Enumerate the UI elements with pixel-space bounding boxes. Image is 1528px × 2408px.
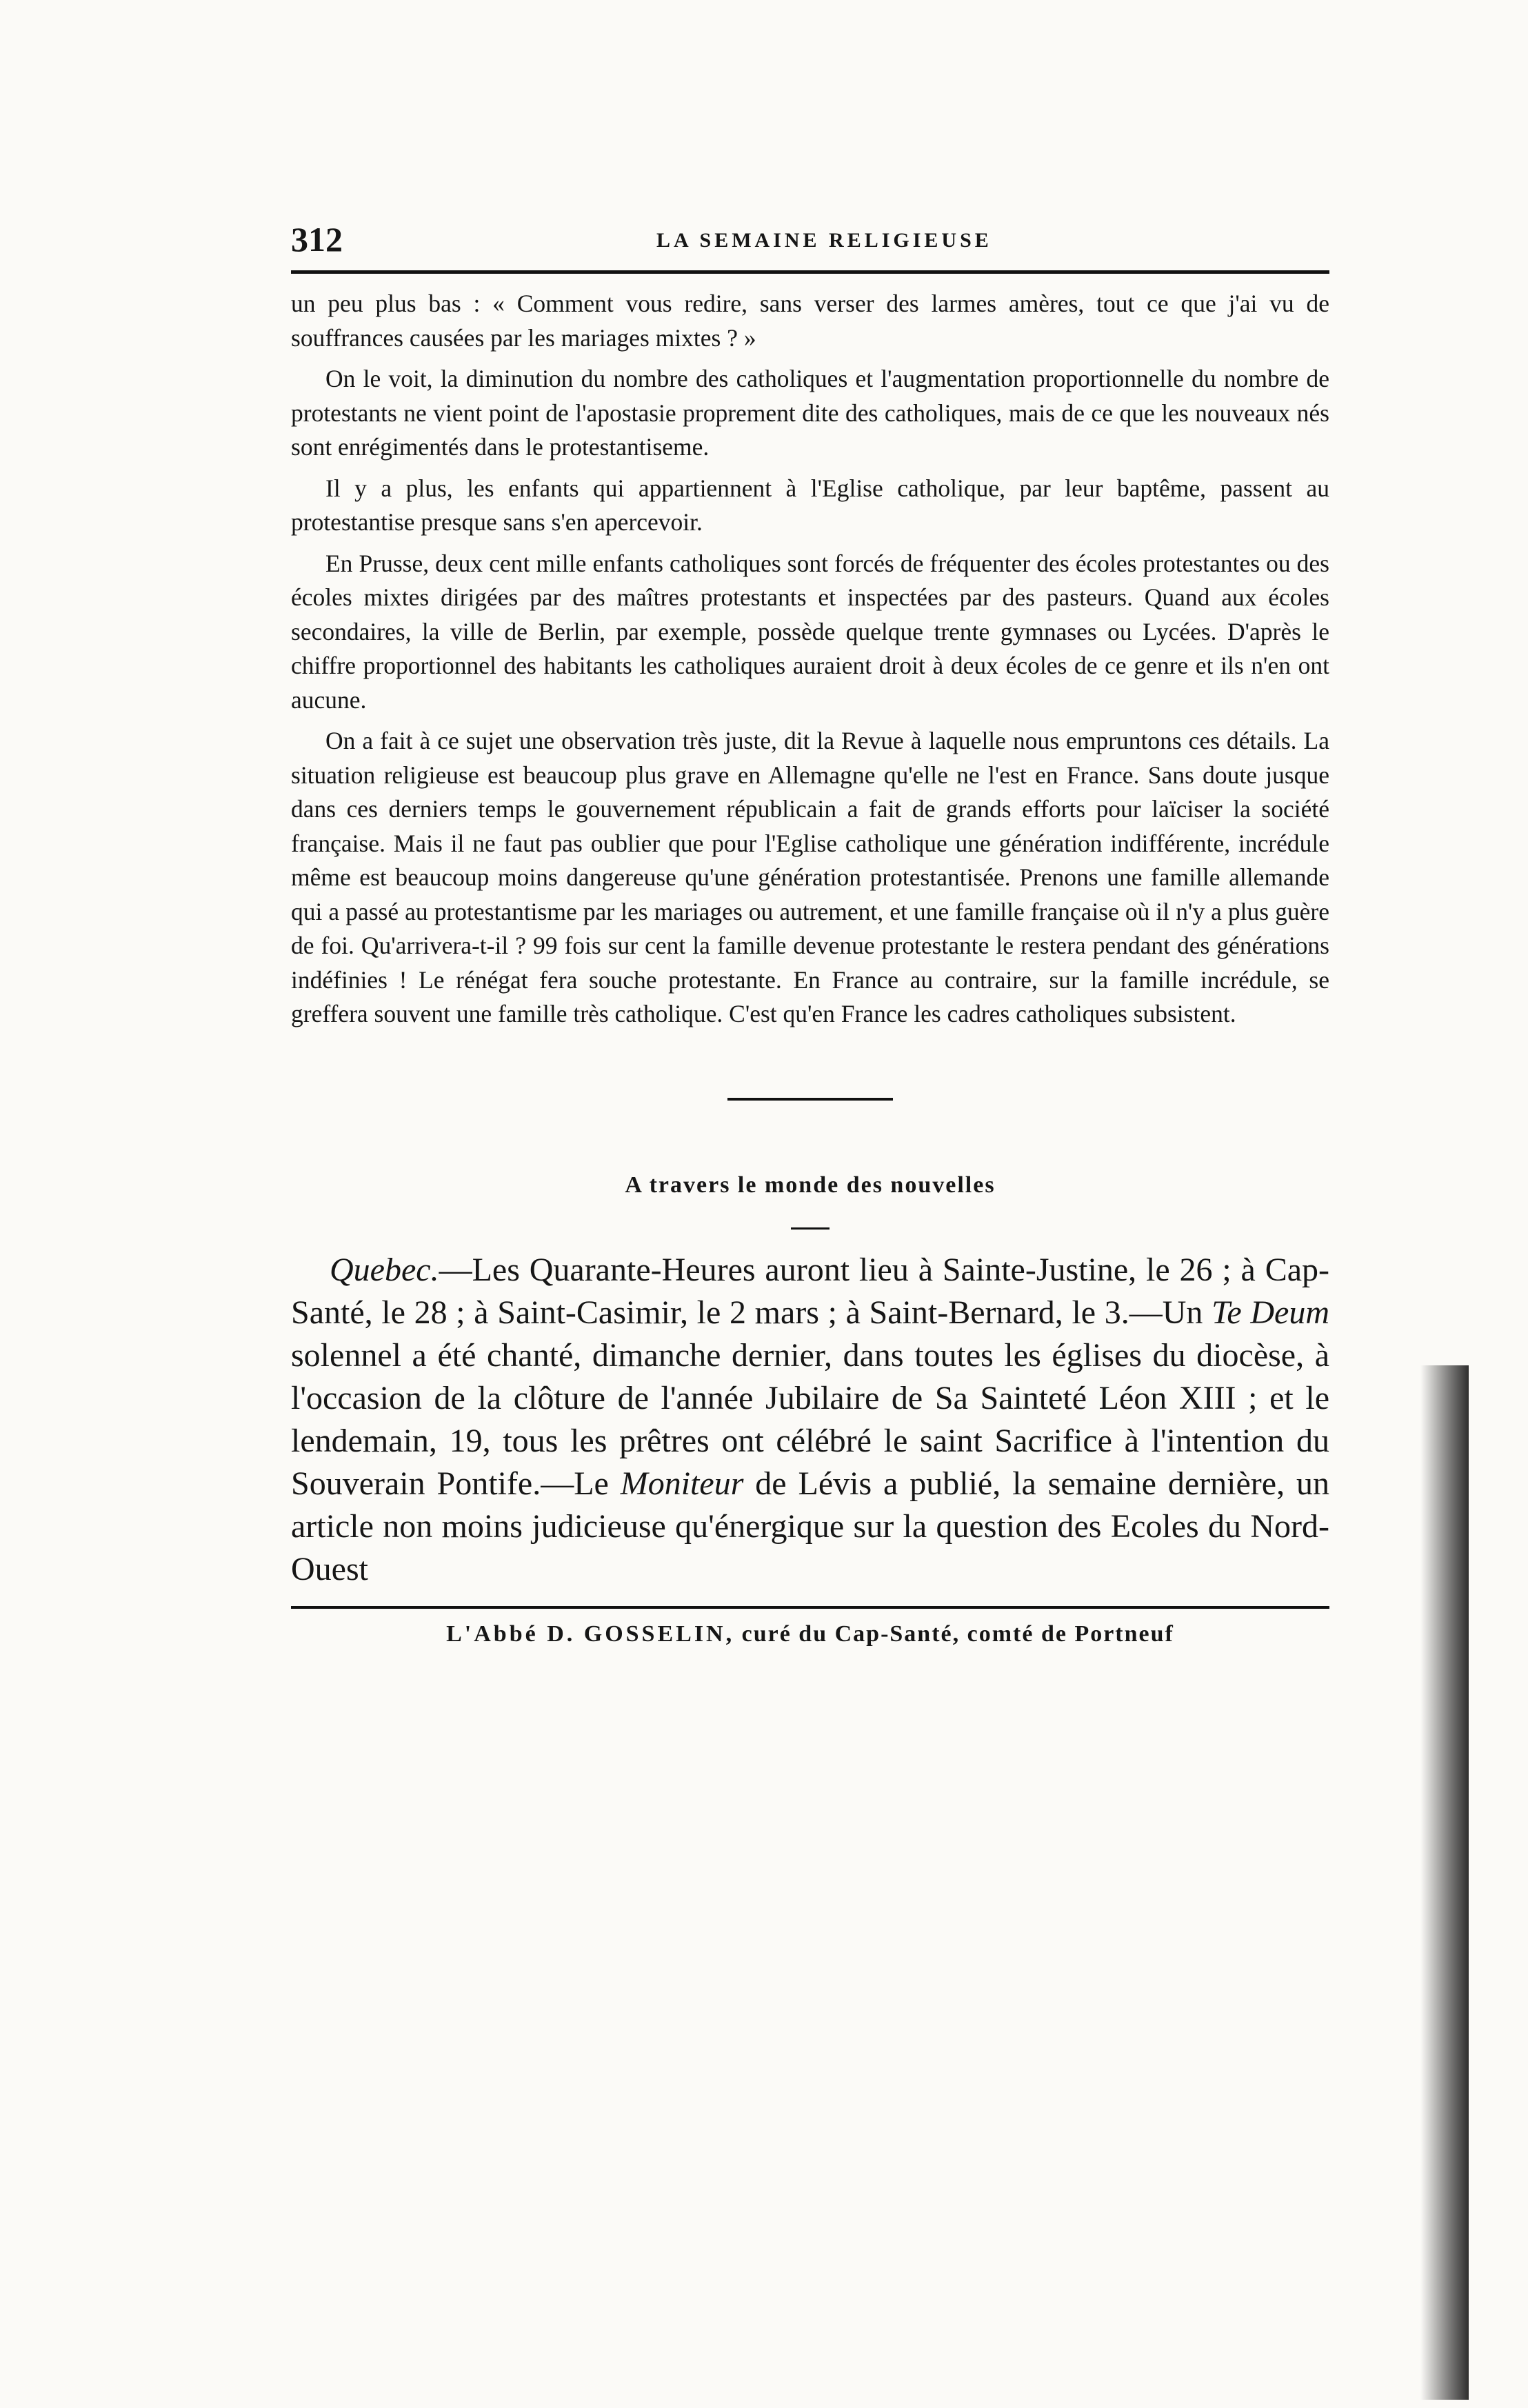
paragraph: Il y a plus, les enfants qui appartiennent à l'Eglise catholique, par leur baptême, passent au protestantise presque sans s'en apercevoir. xyxy=(291,474,1329,536)
paragraph: En Prusse, deux cent mille enfants catholiques sont forcés de fréquenter des écoles protestantes ou des écoles mixtes dirigées par des maîtres protestants et inspectées par des pasteurs. Quand aux écoles secondaires, la ville de Berlin, par exemple, possède quelque trente gymnases ou Lycées. D'après le chiffre proportionnel des habitants les catholiques auraient droit à deux écoles de ce genre et ils n'en ont aucune. xyxy=(291,549,1329,714)
paragraph: On le voit, la diminution du nombre des catholiques et l'augmentation proportionnelle du nombre de protestants ne vient point de l'apostasie proprement dite des catholiques, mais de ce que les nouveaux nés sont enrégimentés dans le protestantiseme. xyxy=(291,365,1329,461)
page-number: 312 xyxy=(291,220,343,259)
paragraph: On a fait à ce sujet une observation très juste, dit la Revue à laquelle nous empruntons ces détails. La situation religieuse est beaucoup plus grave en Allemagne qu'elle ne l'est en France. Sans doute jusque dans ces derniers temps le gouvernement républicain a fait de grands efforts pour laïciser la société française. Mais il ne faut pas oublier que pour l'Eglise catholique une génération indifférente, incrédule même est beaucoup moins dangereuse qu'une génération protestantisée. Prenons une famille allemande qui a passé au protestantisme par les mariages ou autrement, et une famille française où il n'y a plus guère de foi. Qu'arrivera-t-il ? 99 fois sur cent la famille devenue protestante le restera pendant des générations indéfinies ! Le rénégat fera souche protestante. En France au contraire, sur la famille incrédule, se greffera souvent une famille très catholique. C'est qu'en France les cadres catholiques subsistent. xyxy=(291,727,1329,1027)
signature-rest: curé du Cap-Santé, comté de Portneuf xyxy=(734,1621,1174,1647)
news-paragraph xyxy=(291,1249,1329,1591)
news-text-part: de Lévis a publié, la semaine dernière, un article non moins judicieuse qu'énergique sur la question des Ecoles du Nord-Ouest xyxy=(291,1465,1330,1587)
signature-name: L'Abbé D. GOSSELIN, xyxy=(446,1621,735,1647)
paragraph: un peu plus bas : « Comment vous redire, sans verser des larmes amères, tout ce que j'ai vu de souffrances causées par les mariages mixtes ? » xyxy=(291,290,1329,352)
news-te-deum: Te Deum xyxy=(1212,1294,1329,1331)
news-text-part: solennel a été chanté, dimanche dernier, dans toutes les églises du diocèse, à l'occasion de la clôture de l'année Jubilaire de Sa Sainteté Léon XIII ; et le lendemain, 19, tous les prêtres ont célébré le saint Sacrifice à l'intention du Souverain Pontife.—Le xyxy=(291,1336,1329,1502)
section-separator xyxy=(727,1098,893,1101)
running-title: LA SEMAINE RELIGIEUSE xyxy=(656,229,992,252)
signature-line xyxy=(291,1621,1329,1647)
news-moniteur: Moniteur xyxy=(620,1465,744,1502)
binding-shadow xyxy=(1420,1365,1469,2400)
news-text-part: —Les Quarante-Heures auront lieu à Sainte-Justine, le 26 ; à Cap-Santé, le 28 ; à Saint-Casimir, le 2 mars ; à Saint-Bernard, le 3.—Un xyxy=(291,1251,1329,1331)
footer-rule xyxy=(291,1606,1329,1609)
title-separator xyxy=(791,1227,830,1230)
section-title: A travers le monde des nouvelles xyxy=(625,1172,996,1198)
news-place: Quebec. xyxy=(330,1251,439,1288)
document-page xyxy=(291,219,1329,1647)
article-body xyxy=(291,287,1329,1032)
page-header xyxy=(291,219,1329,274)
header-rule xyxy=(291,270,1329,274)
